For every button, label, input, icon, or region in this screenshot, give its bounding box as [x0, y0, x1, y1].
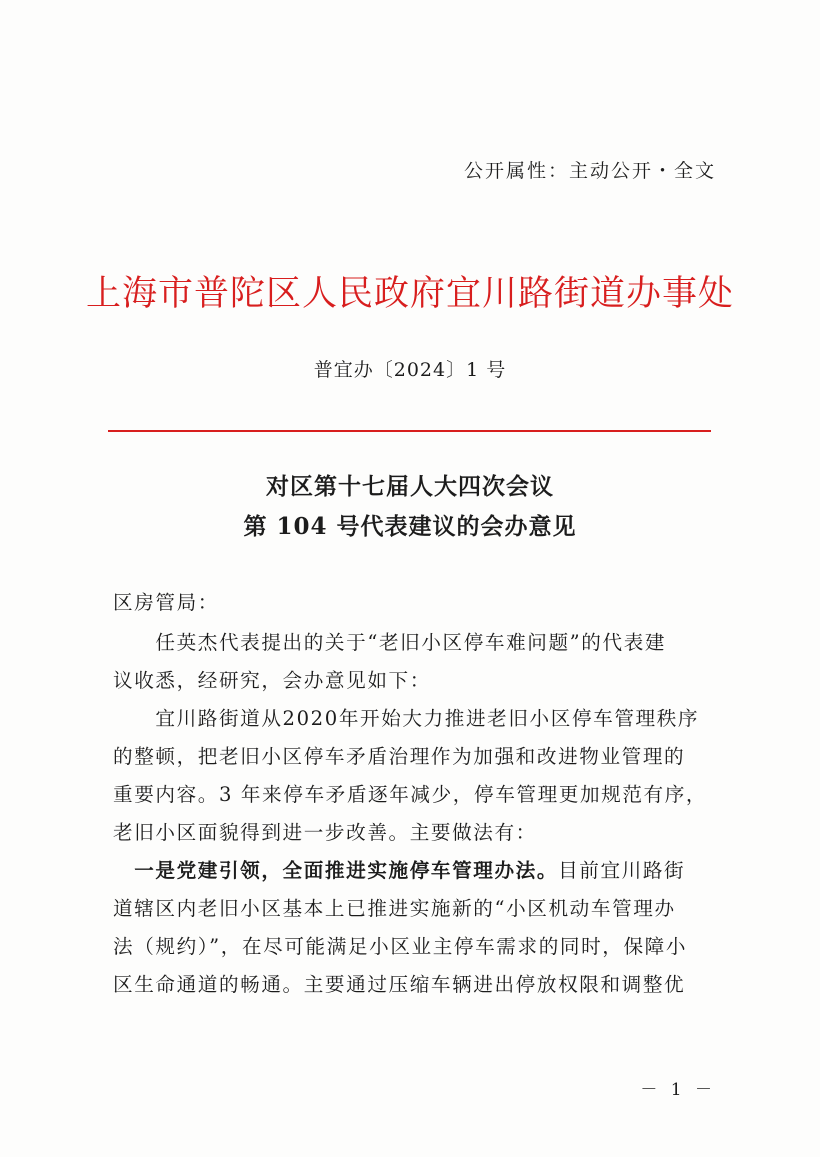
red-divider-line [108, 430, 711, 432]
point-one-heading: 一是党建引领，全面推进实施停车管理办法。 [113, 859, 559, 882]
point-one-text: 目前宜川路街 [558, 859, 686, 882]
body-line: 区生命通道的畅通。主要通过压缩车辆进出停放权限和调整优 [113, 973, 686, 996]
document-number: 普宜办〔2024〕1 号 [313, 359, 507, 381]
document-title-line-2: 第 104 号代表建议的会办意见 [243, 513, 577, 540]
salutation: 区房管局： [113, 591, 219, 614]
body-line: 宜川路街道从2020年开始大力推进老旧小区停车管理秩序 [113, 707, 700, 730]
disclosure-attribute: 公开属性：主动公开・全文 [463, 160, 716, 182]
body-line: 的整顿，把老旧小区停车矛盾治理作为加强和改进物业管理的 [113, 745, 686, 768]
page-number: － 1 － [640, 1080, 716, 1100]
point-one-line [113, 854, 717, 883]
body-line: 法（规约）”，在尽可能满足小区业主停车需求的同时，保障小 [113, 935, 688, 958]
document-title-line-1: 对区第十七届人大四次会议 [266, 473, 554, 500]
body-line: 重要内容。3 年来停车矛盾逐年减少，停车管理更加规范有序， [113, 783, 708, 806]
body-line: 老旧小区面貌得到进一步改善。主要做法有： [113, 821, 537, 844]
issuing-authority: 上海市普陀区人民政府宜川路街道办事处 [85, 274, 734, 314]
body-line: 任英杰代表提出的关于“老旧小区停车难问题”的代表建 [113, 631, 667, 654]
body-line: 道辖区内老旧小区基本上已推进实施新的“小区机动车管理办 [113, 897, 676, 920]
body-line: 议收悉，经研究，会办意见如下： [113, 669, 431, 692]
